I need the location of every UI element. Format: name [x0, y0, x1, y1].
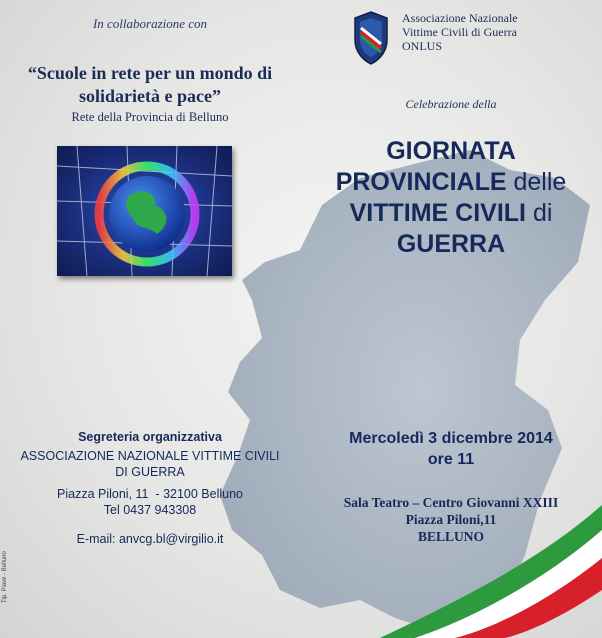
network-logo	[57, 146, 232, 276]
secretariat-phone: Tel 0437 943308	[103, 503, 197, 517]
title-line3-thin: di	[526, 199, 553, 227]
event-venue	[300, 494, 602, 545]
secretariat-email: E-mail: anvcg.bl@virgilio.it	[76, 532, 224, 546]
title-line4: GUERRA	[396, 230, 506, 258]
event-title	[300, 136, 602, 260]
title-line3-bold: VITTIME CIVILI	[349, 199, 526, 227]
globe-logo-icon	[57, 146, 232, 276]
event-datetime	[300, 428, 602, 470]
celebration-label: Celebrazione della	[405, 97, 497, 111]
secretariat-organization	[0, 448, 300, 480]
network-title-line1: “Scuole in rete per un mondo di	[27, 63, 273, 83]
venue-line3: BELLUNO	[417, 529, 485, 544]
event-time: ore 11	[427, 451, 475, 468]
association-name	[402, 11, 518, 53]
venue-line2: Piazza Piloni,11	[405, 512, 497, 527]
network-subtitle: Rete della Provincia di Belluno	[71, 110, 229, 124]
secretariat-org-line2: DI GUERRA	[115, 465, 185, 479]
secretariat-address: Piazza Piloni, 11 - 32100 Belluno	[57, 487, 243, 501]
title-line1: GIORNATA	[386, 137, 516, 165]
event-date: Mercoledì 3 dicembre 2014	[349, 430, 553, 447]
venue-line1: Sala Teatro – Centro Giovanni XXIII	[343, 495, 559, 510]
secretariat-org-line1: ASSOCIAZIONE NAZIONALE VITTIME CIVILI	[20, 449, 280, 463]
network-title-line2: solidarietà e pace”	[79, 86, 221, 106]
shield-icon	[353, 10, 389, 66]
association-emblem	[353, 10, 389, 66]
collaboration-label: In collaborazione con	[92, 16, 208, 31]
secretariat-title: Segreteria organizzativa	[78, 430, 222, 444]
association-line1: Associazione Nazionale	[402, 11, 518, 25]
title-line2-thin: delle	[506, 168, 567, 196]
secretariat-contact	[0, 486, 300, 518]
network-title	[0, 62, 300, 108]
association-line2: Vittime Civili di Guerra	[402, 25, 517, 39]
title-line2-bold: PROVINCIALE	[335, 168, 507, 196]
association-line3: ONLUS	[402, 39, 443, 53]
printer-credit: Tip. Piave - Belluno	[2, 551, 8, 603]
